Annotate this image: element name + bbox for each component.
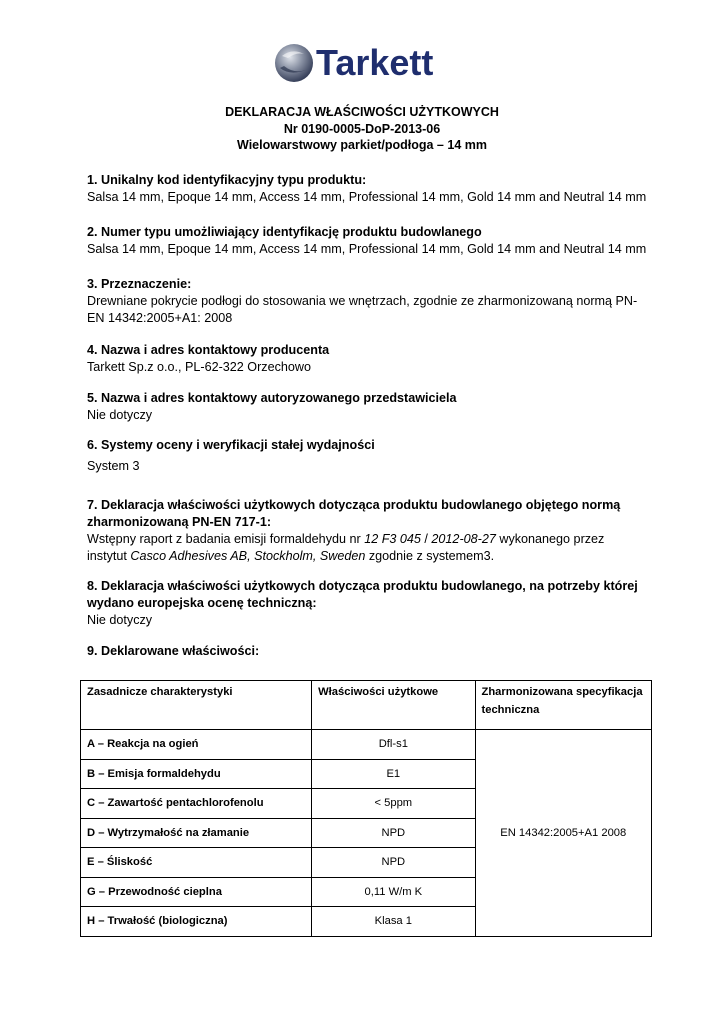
tarkett-logo (274, 42, 454, 84)
characteristic-cell: H – Trwałość (biologiczna) (81, 907, 312, 937)
logo-sphere-icon (275, 44, 313, 82)
characteristic-cell: D – Wytrzymałość na złamanie (81, 818, 312, 848)
section-3-text: Drewniane pokrycie podłogi do stosowania we wnętrzach, zgodnie ze zharmonizowaną normą PN-EN 14342:2005+A1: 2008 (87, 294, 638, 325)
section-8-heading: 8. Deklaracja właściwości użytkowych dotycząca produktu budowlanego, na potrzeby której wydano europejska ocenę techniczną: (87, 579, 638, 610)
title-line-3: Wielowarstwowy parkiet/podłoga – 14 mm (237, 138, 487, 152)
section-4-heading: 4. Nazwa i adres kontaktowy producenta (87, 343, 330, 357)
section-5 (87, 390, 647, 424)
performance-cell: NPD (312, 818, 475, 848)
section-8-text: Nie dotyczy (87, 613, 153, 627)
section-4-text: Tarkett Sp.z o.o., PL-62-322 Orzechowo (87, 360, 311, 374)
section-3-heading: 3. Przeznaczenie: (87, 277, 192, 291)
specification-cell: EN 14342:2005+A1 2008 (475, 730, 651, 937)
section-2-heading: 2. Numer typu umożliwiający identyfikację produktu budowlanego (87, 225, 482, 239)
characteristic-cell: B – Emisja formaldehydu (81, 759, 312, 789)
section-7 (87, 497, 647, 565)
section-7-heading: 7. Deklaracja właściwości użytkowych dotycząca produktu budowlanego objętego normą zharmonizowaną PN-EN 717-1: (87, 498, 621, 529)
section-7-text: Wstępny raport z badania emisji formaldehydu nr 12 F3 045 / 2012-08-27 wykonanego przez instytut Casco Adhesives AB, Stockholm, Sweden zgodnie z systemem3. (87, 532, 605, 563)
performance-cell: < 5ppm (312, 789, 475, 819)
table-header-cell: Zharmonizowana specyfikacja techniczna (475, 681, 651, 730)
section-6 (87, 437, 647, 475)
section-1-text: Salsa 14 mm, Epoque 14 mm, Access 14 mm, Professional 14 mm, Gold 14 mm and Neutral 14 mm (87, 190, 647, 204)
characteristic-cell: G – Przewodność cieplna (81, 877, 312, 907)
performance-cell: E1 (312, 759, 475, 789)
performance-cell: Klasa 1 (312, 907, 475, 937)
document-title (0, 104, 724, 154)
section-4 (87, 342, 647, 376)
title-line-1: DEKLARACJA WŁAŚCIWOŚCI UŻYTKOWYCH (225, 105, 499, 119)
section-1-heading: 1. Unikalny kod identyfikacyjny typu produktu: (87, 173, 367, 187)
section-2 (87, 224, 647, 258)
section-5-text: Nie dotyczy (87, 408, 153, 422)
table-header-cell: Właściwości użytkowe (312, 681, 475, 730)
section-6-text: System 3 (87, 459, 140, 473)
properties-table (80, 680, 652, 937)
characteristic-cell: A – Reakcja na ogień (81, 730, 312, 760)
characteristic-cell: C – Zawartość pentachlorofenolu (81, 789, 312, 819)
logo-text: Tarkett (316, 42, 434, 83)
performance-cell: NPD (312, 848, 475, 878)
performance-cell: Dfl-s1 (312, 730, 475, 760)
section-8 (87, 578, 647, 629)
section-1 (87, 172, 647, 206)
section-2-text: Salsa 14 mm, Epoque 14 mm, Access 14 mm, Professional 14 mm, Gold 14 mm and Neutral 14 mm (87, 242, 647, 256)
section-9 (87, 643, 647, 660)
section-9-heading: 9. Deklarowane właściwości: (87, 644, 260, 658)
section-5-heading: 5. Nazwa i adres kontaktowy autoryzowanego przedstawiciela (87, 391, 457, 405)
characteristic-cell: E – Śliskość (81, 848, 312, 878)
table-header-row (81, 681, 652, 730)
title-line-2: Nr 0190-0005-DoP-2013-06 (283, 121, 441, 136)
table-row (81, 730, 652, 760)
section-3 (87, 276, 647, 327)
table-header-cell: Zasadnicze charakterystyki (81, 681, 312, 730)
performance-cell: 0,11 W/m K (312, 877, 475, 907)
section-6-heading: 6. Systemy oceny i weryfikacji stałej wydajności (87, 438, 375, 452)
